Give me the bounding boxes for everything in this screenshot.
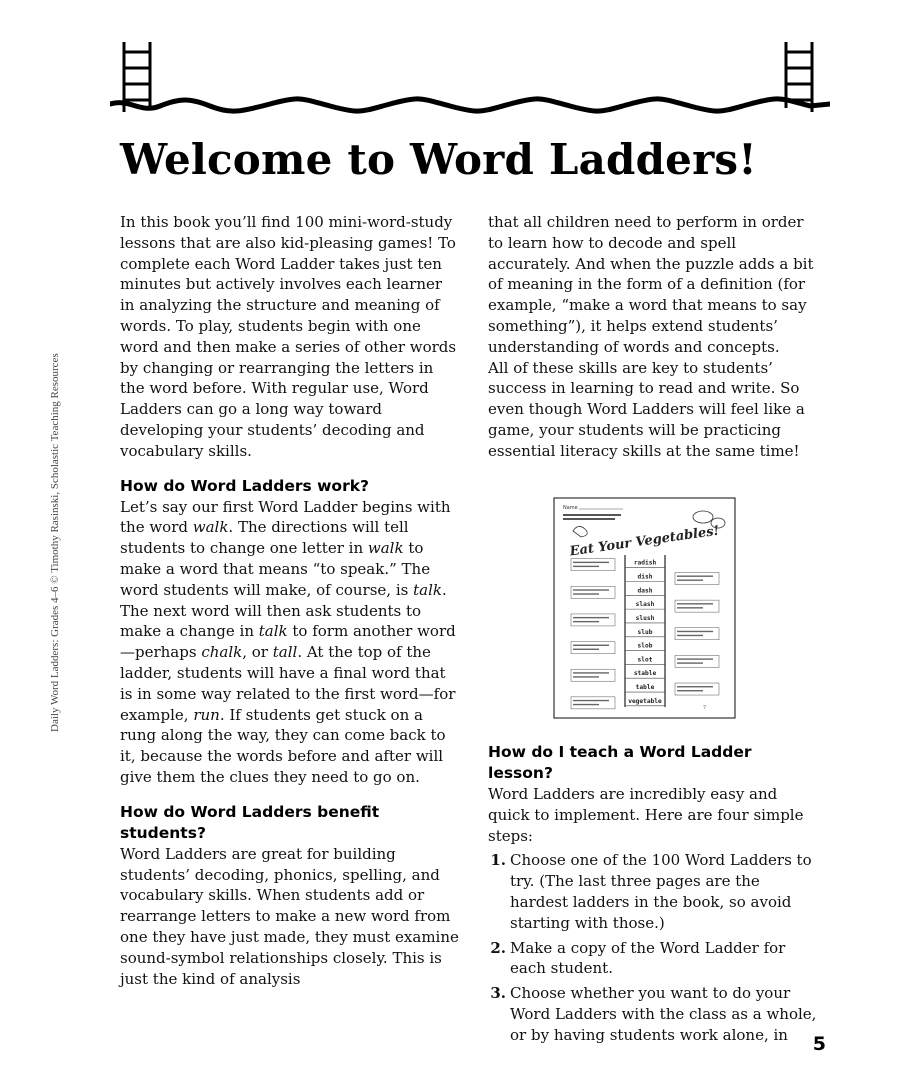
worksheet-thumbnail	[553, 497, 736, 719]
worksheet-clue-line	[677, 662, 703, 663]
step-number: 2.	[490, 938, 506, 957]
page-title: Welcome to Word Ladders!	[120, 135, 757, 184]
worksheet-rung-word: table	[635, 684, 655, 692]
side-credit-text: Daily Word Ladders: Grades 4–6 © Timothy Rasinski, Scholastic Teaching Resources	[49, 353, 61, 732]
step-number: 3.	[490, 984, 506, 1003]
wavy-line-icon	[110, 99, 830, 111]
left-column	[120, 212, 460, 989]
worksheet-name-label: Name	[563, 505, 578, 511]
worksheet-clue-line	[573, 676, 599, 677]
worksheet-rung-word: radish	[633, 559, 657, 567]
section-heading-teach: How do I teach a Word Ladder lesson?	[488, 743, 752, 782]
right-column-top	[488, 212, 818, 462]
worksheet-clue-line	[677, 686, 713, 687]
worksheet-rung-word: slush	[635, 614, 655, 622]
step-text: Choose whether you want to do your Word Ladders with the class as a whole, or by having students work alone, in	[510, 984, 817, 1044]
page-number: 5	[812, 1033, 826, 1055]
worksheet-rung-word: dash	[637, 587, 653, 595]
steps-list	[488, 850, 818, 1045]
worksheet-illustration	[553, 497, 736, 719]
worksheet-clue-line	[677, 603, 713, 604]
worksheet-rung-word: slash	[635, 601, 655, 609]
header-ladder-art	[110, 38, 830, 123]
worksheet-clue-line	[573, 617, 609, 618]
worksheet-clue-line	[677, 658, 713, 659]
worksheet-clue-line	[573, 672, 609, 673]
step-item	[488, 983, 818, 1045]
section-heading-how-work: How do Word Ladders work?	[120, 476, 370, 495]
worksheet-rung-word: stable	[633, 670, 657, 678]
worksheet-clue-line	[573, 562, 609, 563]
worksheet-rung-word: slob	[637, 642, 653, 650]
worksheet-clue-line	[573, 621, 599, 622]
how-work-paragraph: Let’s say our first Word Ladder begins with the word walk. The directions will tell students to change one letter in walk to make a word that means “to speak.” The word students will make, of course, is talk. The next word will then ask students to make a change in talk to form another word—perhaps chalk, or tall. At the top of the ladder, students will have a final word that is in some way related to the first word—for example, run. If students get stuck on a rung along the way, they can come back to it, because the words before and after will give them the clues they need to go on.	[120, 497, 456, 786]
worksheet-clue-line	[573, 649, 599, 650]
worksheet-clue-line	[573, 593, 599, 594]
worksheet-title: Eat Your Vegetables!	[568, 523, 721, 560]
worksheet-clue-line	[677, 607, 703, 608]
step-text: Make a copy of the Word Ladder for each student.	[510, 938, 786, 978]
worksheet-rung-word: slot	[637, 656, 653, 664]
worksheet-clue-line	[573, 566, 599, 567]
worksheet-rung-word: slub	[637, 628, 653, 636]
worksheet-clue-line	[677, 579, 703, 580]
step-item	[488, 850, 818, 933]
intro-paragraph: In this book you’ll find 100 mini-word-study lessons that are also kid-pleasing games! To complete each Word Ladder takes just ten minutes but actively involves each learner in analyzing the structure and meaning of words. To play, students begin with one word and then make a series of other words by changing or rearranging the letters in the word before. With regular use, Word Ladders can go a long way toward developing your students’ decoding and vocabulary skills.	[120, 213, 457, 460]
step-text: Choose one of the 100 Word Ladders to try. (The last three pages are the hardest ladders in the book, so avoid starting with those.)	[510, 851, 812, 932]
section-heading-benefit: How do Word Ladders benefit students?	[120, 802, 380, 842]
worksheet-clue-line	[573, 700, 609, 701]
benefit-paragraph-b: that all children need to perform in order to learn how to decode and spell accurately. And when the puzzle adds a bit of meaning in the form of a definition (for example, “make a word that means to say something”), it helps extend students’ understanding of words and concepts.	[488, 213, 814, 356]
right-column-bottom	[488, 742, 818, 1050]
worksheet-rung-word: vegetable	[628, 697, 662, 705]
worksheet-clue-line	[573, 645, 609, 646]
worksheet-rung-word: dish	[637, 573, 653, 581]
worksheet-clue-line	[573, 704, 599, 705]
worksheet-clue-line	[677, 631, 713, 632]
worksheet-clue-line	[677, 635, 703, 636]
teach-intro: Word Ladders are incredibly easy and quick to implement. Here are four simple steps:	[488, 785, 804, 845]
benefit-paragraph-c: All of these skills are key to students’ success in learning to read and write. So even though Word Ladders will feel like a game, your students will be practicing essential literacy skills at the same time!	[488, 358, 805, 460]
benefit-paragraph-a: Word Ladders are great for building students’ decoding, phonics, spelling, and vocabulary skills. When students add or rearrange letters to make a new word from one they have just made, they must examine sound-symbol relationships closely. This is just the kind of analysis	[120, 844, 459, 988]
step-item	[488, 938, 818, 980]
step-number: 1.	[490, 851, 506, 870]
worksheet-page-mark: 7	[703, 705, 707, 711]
worksheet-clue-line	[677, 690, 703, 691]
worksheet-clue-line	[677, 575, 713, 576]
worksheet-clue-line	[573, 589, 609, 590]
